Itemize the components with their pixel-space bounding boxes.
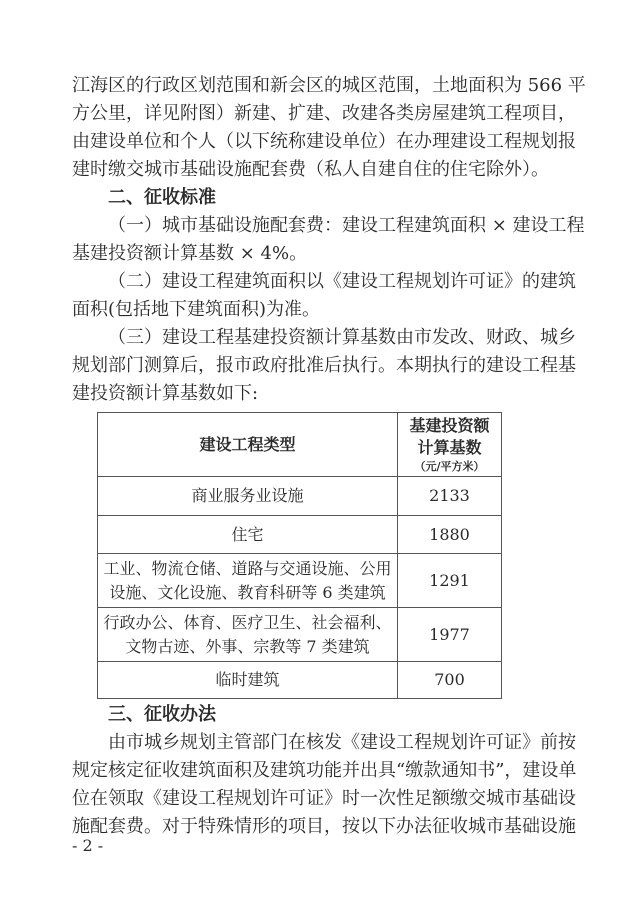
text-line: 江海区的行政区划范围和新会区的城区范围，土地面积为 566 平: [72, 75, 586, 96]
text-line: 由建设单位和个人（以下统称建设单位）在办理建设工程规划报: [72, 131, 576, 152]
row-value: 1977: [398, 608, 502, 662]
text-line: 方公里，详见附图）新建、扩建、改建各类房屋建筑工程项目，: [72, 103, 576, 124]
calculation-base-table: [97, 412, 502, 699]
row-type: 商业服务业设施: [98, 477, 398, 516]
row-type: 住宅: [98, 516, 398, 554]
text-line: （三）建设工程基建投资额计算基数由市发改、财政、城乡: [108, 327, 576, 348]
header-type: 建设工程类型: [98, 413, 398, 477]
text-line: 基建投资额计算基数 × 4%。: [72, 243, 308, 264]
header-value-line2: 计算基数: [417, 437, 482, 457]
text-line: 位在领取《建设工程规划许可证》时一次性足额缴交城市基础设: [72, 788, 576, 809]
row-type-line: 设施、文化设施、教育科研等 6 类建筑: [109, 582, 386, 602]
row-type: [98, 554, 398, 608]
row-type: 临时建筑: [98, 662, 398, 699]
text-line: 由市城乡规划主管部门在核发《建设工程规划许可证》前按: [108, 732, 576, 753]
table-row: [98, 608, 502, 662]
table-row: [98, 662, 502, 699]
row-type-line: 行政办公、体育、医疗卫生、社会福利、: [103, 612, 392, 632]
header-value-line1: 基建投资额: [409, 415, 490, 435]
row-type-line: 文物古迹、外事、宗教等 7 类建筑: [125, 636, 370, 656]
document-body: [72, 72, 586, 841]
row-type-line: 工业、物流仓储、道路与交通设施、公用: [103, 558, 392, 578]
header-unit: （元/平方米）: [414, 459, 485, 473]
text-line: 规划部门测算后，报市政府批准后执行。本期执行的建设工程基: [72, 355, 576, 376]
row-value: 2133: [398, 477, 502, 516]
text-line: 建时缴交城市基础设施配套费（私人自建自住的住宅除外）。: [72, 159, 549, 180]
header-value: [398, 413, 502, 477]
table-row: [98, 516, 502, 554]
text-line: （一）城市基础设施配套费：建设工程建筑面积 × 建设工程: [108, 215, 585, 236]
row-type: [98, 608, 398, 662]
row-value: 1880: [398, 516, 502, 554]
text-line: 规定核定征收建筑面积及建筑功能并出具“缴款通知书”，建设单: [72, 760, 577, 781]
table-header-row: [98, 413, 502, 477]
intro-paragraph: [72, 72, 586, 184]
row-value: 700: [398, 662, 502, 699]
text-line: 施配套费。对于特殊情形的项目，按以下办法征收城市基础设施: [72, 816, 576, 837]
section-heading: 二、征收标准: [108, 187, 216, 208]
page-number: - 2 -: [72, 836, 104, 855]
text-line: 面积(包括地下建筑面积)为准。: [72, 299, 321, 320]
row-value: 1291: [398, 554, 502, 608]
text-line: （二）建设工程建筑面积以《建设工程规划许可证》的建筑: [108, 271, 576, 292]
table-row: [98, 554, 502, 608]
table-row: [98, 477, 502, 516]
text-line: 建投资额计算基数如下:: [72, 383, 259, 404]
section-heading: 三、征收办法: [108, 704, 216, 725]
